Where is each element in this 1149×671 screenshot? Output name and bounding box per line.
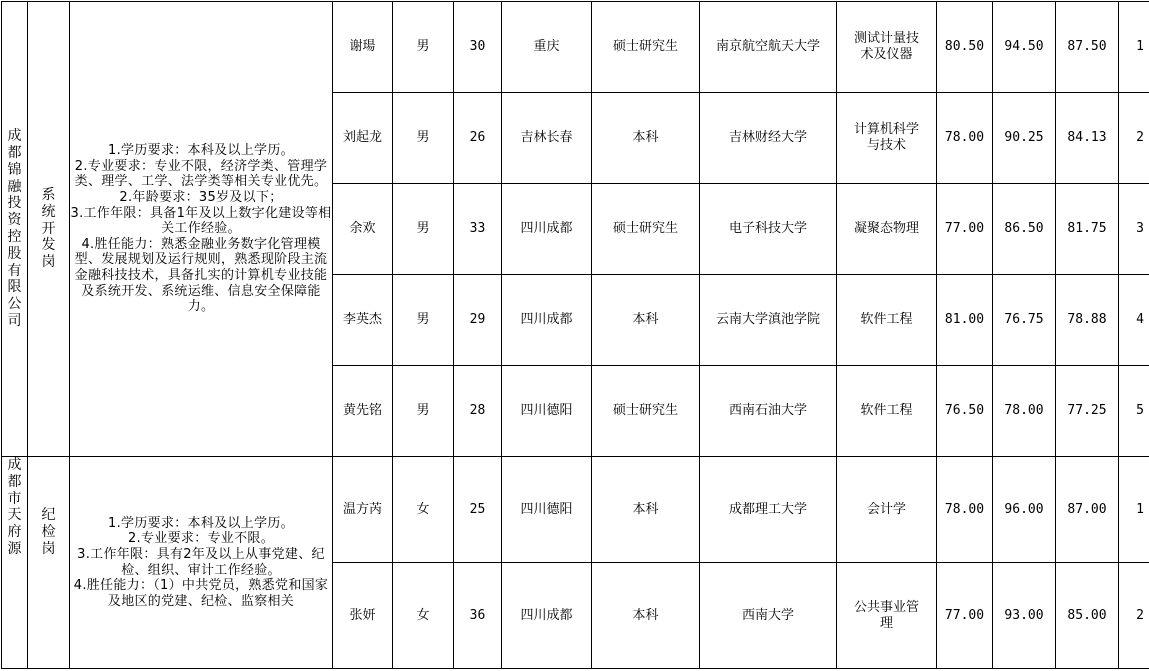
degree-cell: 硕士研究生 <box>592 184 700 275</box>
rank-cell: 2 <box>1119 563 1149 669</box>
gender-cell: 男 <box>393 93 454 184</box>
total-score-cell: 84.13 <box>1056 93 1119 184</box>
name-cell: 黄先铭 <box>333 366 393 457</box>
score-1-cell: 81.00 <box>937 275 993 366</box>
rank-cell: 2 <box>1119 93 1149 184</box>
age-cell: 29 <box>454 275 502 366</box>
requirements-cell: 1.学历要求：本科及以上学历。 2.专业要求：专业不限。 3.工作年限：具有2年及以上从事党建、纪检、组织、审计工作经验。 4.胜任能力：（1）中共党员，熟悉党和国家及地区的党建、纪检、监察相关 <box>70 457 333 669</box>
table-row <box>2 457 1149 563</box>
name-cell: 刘起龙 <box>333 93 393 184</box>
major-cell: 公共事业管 理 <box>837 563 937 669</box>
position-cell: 纪 检 岗 <box>28 457 70 669</box>
degree-cell: 本科 <box>592 275 700 366</box>
origin-cell: 吉林长春 <box>502 93 592 184</box>
school-cell: 西南石油大学 <box>700 366 837 457</box>
rank-cell: 5 <box>1119 366 1149 457</box>
degree-cell: 本科 <box>592 93 700 184</box>
score-2-cell: 78.00 <box>993 366 1056 457</box>
position-cell: 系 统 开 发 岗 <box>28 2 70 457</box>
table-row <box>2 2 1149 93</box>
total-score-cell: 87.50 <box>1056 2 1119 93</box>
major-cell: 软件工程 <box>837 275 937 366</box>
total-score-cell: 85.00 <box>1056 563 1119 669</box>
gender-cell: 女 <box>393 457 454 563</box>
rank-cell: 3 <box>1119 184 1149 275</box>
name-cell: 李英杰 <box>333 275 393 366</box>
rank-cell: 4 <box>1119 275 1149 366</box>
company-cell: 成 都 市 天 府 源 <box>2 457 28 669</box>
requirements-cell: 1.学历要求：本科及以上学历。 2.专业要求：专业不限，经济学类、管理学类、理学、工学、法学类等相关专业优先。 2.年龄要求：35岁及以下； 3.工作年限：具备1年及以上数字化建设等相关工作经验。 4.胜任能力：熟悉金融业务数字化管理模型、发展规划及运行规则，熟悉现阶段主流金融科技技术，具备扎实的计算机专业技能及系统开发、系统运维、信息安全保障能力。 <box>70 2 333 457</box>
origin-cell: 四川成都 <box>502 184 592 275</box>
total-score-cell: 77.25 <box>1056 366 1119 457</box>
gender-cell: 男 <box>393 184 454 275</box>
school-cell: 电子科技大学 <box>700 184 837 275</box>
score-1-cell: 78.00 <box>937 93 993 184</box>
score-1-cell: 78.00 <box>937 457 993 563</box>
name-cell: 张妍 <box>333 563 393 669</box>
origin-cell: 四川德阳 <box>502 366 592 457</box>
origin-cell: 重庆 <box>502 2 592 93</box>
major-cell: 软件工程 <box>837 366 937 457</box>
school-cell: 成都理工大学 <box>700 457 837 563</box>
gender-cell: 男 <box>393 366 454 457</box>
total-score-cell: 78.88 <box>1056 275 1119 366</box>
score-1-cell: 76.50 <box>937 366 993 457</box>
age-cell: 36 <box>454 563 502 669</box>
rank-cell: 1 <box>1119 2 1149 93</box>
score-2-cell: 94.50 <box>993 2 1056 93</box>
total-score-cell: 87.00 <box>1056 457 1119 563</box>
gender-cell: 男 <box>393 2 454 93</box>
school-cell: 南京航空航天大学 <box>700 2 837 93</box>
gender-cell: 女 <box>393 563 454 669</box>
score-1-cell: 77.00 <box>937 184 993 275</box>
score-2-cell: 76.75 <box>993 275 1056 366</box>
major-cell: 凝聚态物理 <box>837 184 937 275</box>
name-cell: 温方芮 <box>333 457 393 563</box>
age-cell: 30 <box>454 2 502 93</box>
origin-cell: 四川成都 <box>502 275 592 366</box>
school-cell: 云南大学滇池学院 <box>700 275 837 366</box>
major-cell: 测试计量技 术及仪器 <box>837 2 937 93</box>
age-cell: 26 <box>454 93 502 184</box>
age-cell: 25 <box>454 457 502 563</box>
school-cell: 西南大学 <box>700 563 837 669</box>
school-cell: 吉林财经大学 <box>700 93 837 184</box>
major-cell: 会计学 <box>837 457 937 563</box>
name-cell: 余欢 <box>333 184 393 275</box>
origin-cell: 四川德阳 <box>502 457 592 563</box>
degree-cell: 本科 <box>592 563 700 669</box>
major-cell: 计算机科学 与技术 <box>837 93 937 184</box>
company-cell: 成 都 锦 融 投 资 控 股 有 限 公 司 <box>2 2 28 457</box>
candidate-table <box>1 1 1149 669</box>
rank-cell: 1 <box>1119 457 1149 563</box>
score-2-cell: 86.50 <box>993 184 1056 275</box>
score-2-cell: 93.00 <box>993 563 1056 669</box>
score-1-cell: 77.00 <box>937 563 993 669</box>
total-score-cell: 81.75 <box>1056 184 1119 275</box>
degree-cell: 硕士研究生 <box>592 366 700 457</box>
score-2-cell: 90.25 <box>993 93 1056 184</box>
degree-cell: 硕士研究生 <box>592 2 700 93</box>
origin-cell: 四川成都 <box>502 563 592 669</box>
score-1-cell: 80.50 <box>937 2 993 93</box>
gender-cell: 男 <box>393 275 454 366</box>
age-cell: 33 <box>454 184 502 275</box>
name-cell: 谢瑒 <box>333 2 393 93</box>
score-2-cell: 96.00 <box>993 457 1056 563</box>
degree-cell: 本科 <box>592 457 700 563</box>
age-cell: 28 <box>454 366 502 457</box>
